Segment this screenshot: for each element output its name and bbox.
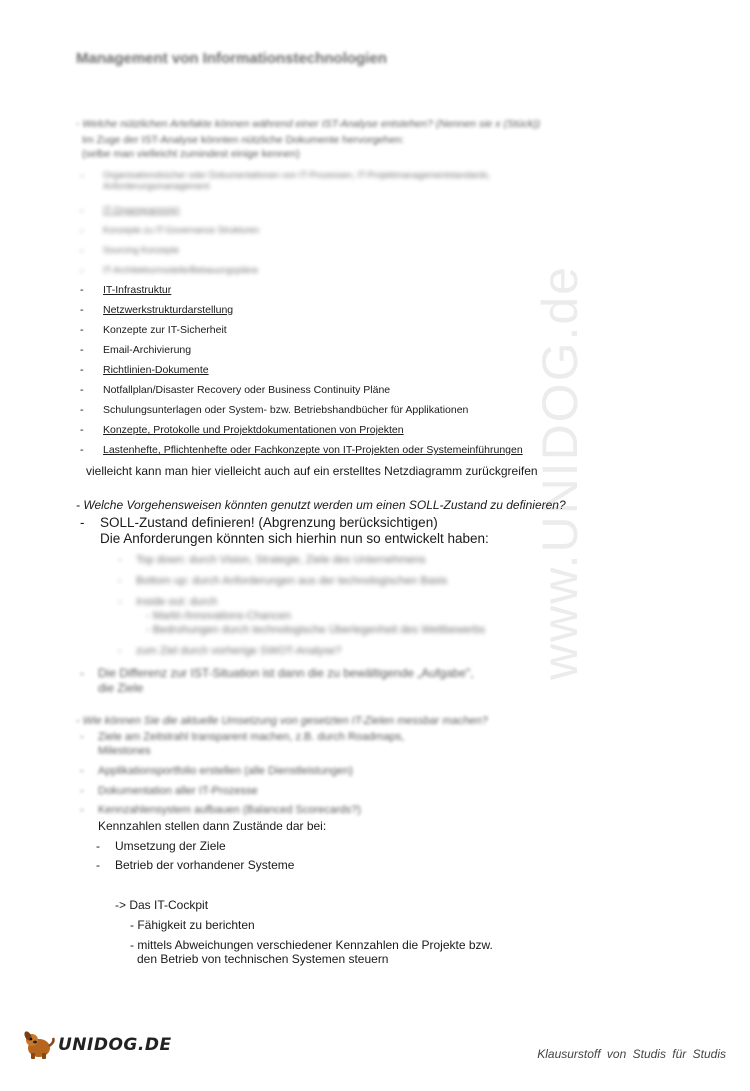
diff-line-2: die Ziele <box>98 681 144 695</box>
list-item: Milestones <box>98 745 151 757</box>
list-item: Schulungsunterlagen oder System- bzw. Betriebshandbücher für Applikationen <box>103 404 469 416</box>
list-item: Ziele am Zeitstrahl transparent machen, z.B. durch Roadmaps, <box>98 731 405 743</box>
list-item: IT-Architekturmodelle/Bebauungspläne <box>103 265 259 275</box>
list-item: - Fähigkeit zu berichten <box>130 918 255 932</box>
list-item: - mittels Abweichungen verschiedener Kennzahlen die Projekte bzw. <box>130 938 493 952</box>
list-item: Inside out: durch <box>136 596 218 608</box>
list-item: Dokumentation aller IT-Prozesse <box>98 785 258 797</box>
list-item: Top down: durch Vision, Strategie, Ziele des Unternehmens <box>136 554 426 566</box>
list-item: zum Ziel durch vorherige SWOT-Analyse? <box>136 645 342 657</box>
list-item: - Markt-/Innovations-Chancen <box>146 610 291 622</box>
cockpit-heading: -> Das IT-Cockpit <box>115 898 209 912</box>
unidog-logo[interactable] <box>22 1030 172 1060</box>
list-item: Konzepte zu IT-Governance Strukturen <box>103 225 260 235</box>
soll-line-1: SOLL-Zustand definieren! (Abgrenzung berücksichtigen) <box>100 515 438 530</box>
list-item: Bottom up: durch Anforderungen aus der technologischen Basis <box>136 575 448 587</box>
page-title: Management von Informationstechnologien <box>76 50 387 67</box>
question-3: - Wie können Sie die aktuelle Umsetzung von gesetzten IT-Zielen messbar machen? <box>76 715 488 727</box>
logo-text: UNIDOG.DE <box>58 1035 172 1055</box>
note-text: vielleicht kann man hier vielleicht auch auf ein erstelltes Netzdiagramm zurückgreifen <box>86 464 538 478</box>
list-item: Richtlinien-Dokumente <box>103 364 209 376</box>
soll-line-2: Die Anforderungen könnten sich hierhin nun so entwickelt haben: <box>100 531 489 546</box>
list-item: IT-Infrastruktur <box>103 284 172 296</box>
list-item: Netzwerkstrukturdarstellung <box>103 304 234 316</box>
list-item: Sourcing Konzepte <box>103 245 180 255</box>
list-item: Konzepte, Protokolle und Projektdokumentationen von Projekten <box>103 424 404 436</box>
dog-icon <box>22 1030 56 1060</box>
footer-tagline: Klausurstoff von Studis für Studis <box>537 1047 726 1061</box>
list-item: - Bedrohungen durch technologische Überlegenheit des Wettbewerbs <box>146 624 486 636</box>
list-item: Kennzahlensystem aufbauen (Balanced Scorecards?) <box>98 804 361 816</box>
list-item: IT-Organigramm(e) <box>103 205 180 215</box>
intro-line-2: (selbe man vielleicht zumindest einige kennen) <box>82 148 300 160</box>
document-page: www.UNIDOG.de Management von Informationstechnologien - Welche nützlichen Artefakte können während einer IST-Analyse entstehen? (Nennen sie x (Stück)) Im Zuge der IST-Analyse könnten nützliche Dokumente hervorgehen: (selbe man vielleicht zumindest einige kennen) - Organisationsbücher oder Dokumentationen von IT-Prozessen, IT-Projektmanagementstandards, Anforderungsmanagement - IT-Organigramm(e) - Konzepte zu IT-Governance Strukturen - Sourcing Konzepte - IT-Architekturmodelle/Bebauungspläne - IT-Infrastruktur - Netzwerkstrukturdarstellung - Konzepte zur IT-Sicherheit - Email-Archivierung - Richtlinien-Dokumente - Notfallplan/Disaster Recovery oder Business Continuity Pläne - Schulungsunterlagen oder System- bzw. Betriebshandbücher für Applikationen - Konzepte, Protokolle und Projektdokumentationen von Projekten - Lastenhefte, Pflichtenhefte oder Fachkonzepte von IT-Projekten oder Systemeinführungen vielleicht kann man hier vielleicht auch auf ein erstelltes Netzdiagramm zurückgreifen - Welche Vorgehensweisen könnten genutzt werden um einen SOLL-Zustand zu definieren? - SOLL-Zustand definieren! (Abgrenzung berücksichtigen) Die Anforderungen könnten sich hierhin nun so entwickelt haben: - Top down: durch Vision, Strategie, Ziele des Unternehmens - Bottom up: durch Anforderungen aus der technologischen Basis - Inside out: durch - Markt-/Innovations-Chancen - Bedrohungen durch technologische Überlegenheit des Wettbewerbs - zum Ziel durch vorherige SWOT-Analyse? - Die Differenz zur IST-Situation ist dann die zu bewältigende „Aufgabe", die Ziele - Wie können Sie die aktuelle Umsetzung von gesetzten IT-Zielen messbar machen? - Ziele am Zeitstrahl transparent machen, z.B. durch Roadmaps, Milestones - Applikationsportfolio erstellen (alle Dienstleistungen) - Dokumentation aller IT-Prozesse - Kennzahlensystem aufbauen (Balanced Scorecards?) Kennzahlen stellen dann Zustände dar bei: - Umsetzung der Ziele - Betrieb der vorhandener Systeme -> Das IT-Cockpit - Fähigkeit zu berichten - mittels Abweichungen verschiedener Kennzahlen die Projekte bzw. den Betrieb von technischen Systemen steuern UNIDOG.DE Klausurstoff von Studis für Studis <box>0 0 750 1091</box>
question-2: - Welche Vorgehensweisen könnten genutzt werden um einen SOLL-Zustand zu definieren? <box>76 498 566 512</box>
list-item: Notfallplan/Disaster Recovery oder Business Continuity Pläne <box>103 384 391 396</box>
list-item: Lastenhefte, Pflichtenhefte oder Fachkonzepte von IT-Projekten oder Systemeinführungen <box>103 444 523 456</box>
list-item: Organisationsbücher oder Dokumentationen von IT-Prozessen, IT-Projektmanagementstandards, Anforderungsmanagement <box>103 170 491 191</box>
list-item: Email-Archivierung <box>103 344 192 356</box>
list-item: den Betrieb von technischen Systemen steuern <box>137 952 389 966</box>
list-item: Applikationsportfolio erstellen (alle Dienstleistungen) <box>98 765 353 777</box>
kennzahlen-text: Kennzahlen stellen dann Zustände dar bei: <box>98 819 327 833</box>
list-item: Umsetzung der Ziele <box>115 839 226 853</box>
list-item: Konzepte zur IT-Sicherheit <box>103 324 227 336</box>
diff-line-1: Die Differenz zur IST-Situation ist dann die zu bewältigende „Aufgabe", <box>98 666 474 680</box>
list-item: Betrieb der vorhandener Systeme <box>115 858 295 872</box>
intro-line-1: Im Zuge der IST-Analyse könnten nützliche Dokumente hervorgehen: <box>82 134 405 146</box>
question-1: - Welche nützlichen Artefakte können während einer IST-Analyse entstehen? (Nennen sie x (Stück)) <box>76 118 541 130</box>
watermark: www.UNIDOG.de <box>532 265 588 680</box>
